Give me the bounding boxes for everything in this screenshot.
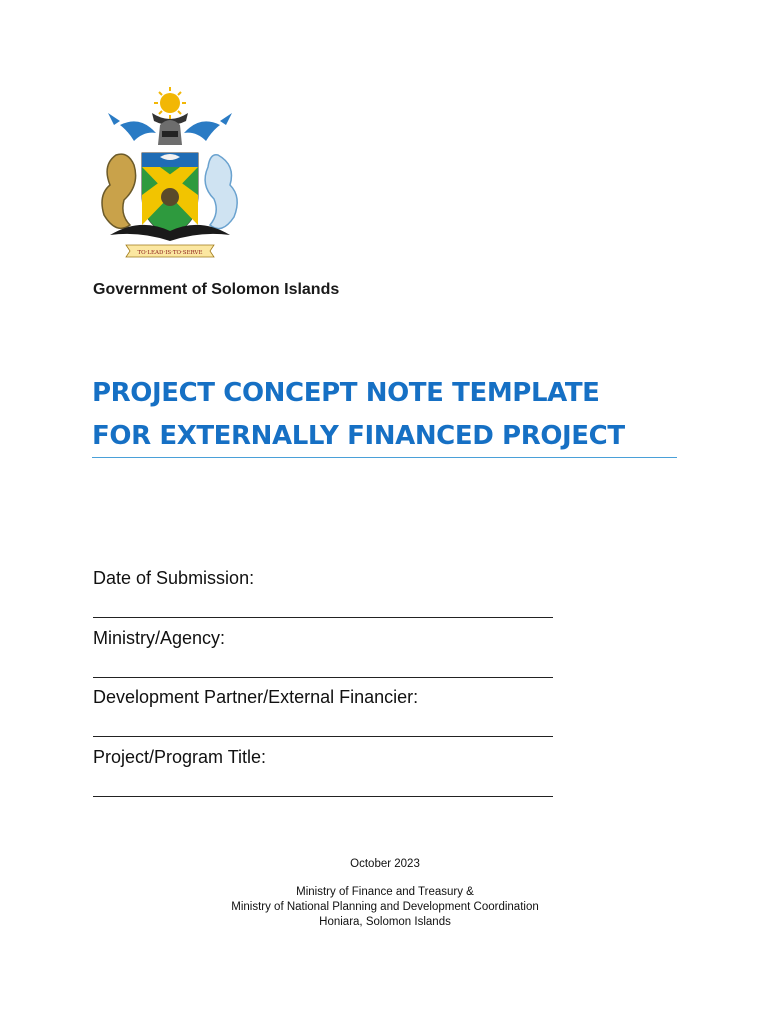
document-date: October 2023 [350,858,420,870]
field-label-date-of-submission: Date of Submission: [93,568,255,588]
org-line-2: Ministry of National Planning and Development Coordination [231,901,539,913]
sun-emblem [154,87,186,119]
field-line-development-partner[interactable] [93,736,553,737]
title-line-2: FOR EXTERNALLY FINANCED PROJECT [92,421,625,451]
document-title [92,372,692,458]
field-line-ministry-agency[interactable] [93,677,553,678]
location-line: Honiara, Solomon Islands [319,916,451,928]
title-underline [92,457,677,458]
shield-emblem [142,153,198,235]
crocodile-supporter [102,154,136,228]
field-label-development-partner: Development Partner/External Financier: [93,687,419,707]
field-label-project-title: Project/Program Title: [93,747,267,767]
coat-of-arms-logo [90,85,250,265]
svg-text:TO·LEAD·IS·TO·SERVE: TO·LEAD·IS·TO·SERVE [137,250,203,256]
org-line-1: Ministry of Finance and Treasury & [296,886,474,898]
shark-supporter [205,155,237,229]
field-line-project-title[interactable] [93,796,553,797]
field-label-ministry-agency: Ministry/Agency: [93,628,226,648]
government-name: Government of Solomon Islands [93,281,340,298]
title-line-1: PROJECT CONCEPT NOTE TEMPLATE [92,378,600,408]
issuing-organizations [0,885,770,930]
field-line-date-of-submission[interactable] [93,617,553,618]
